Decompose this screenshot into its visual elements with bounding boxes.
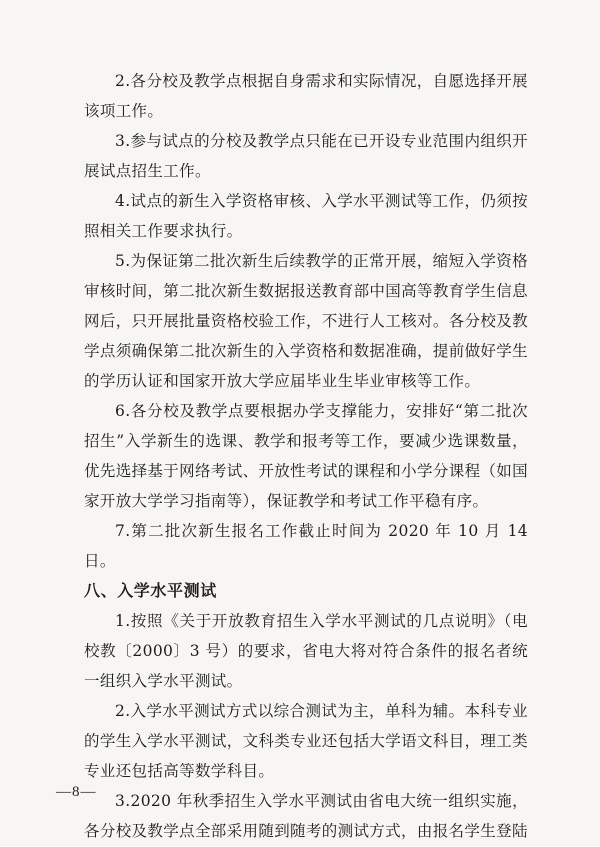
paragraph-item-4: 4.试点的新生入学资格审核、入学水平测试等工作，仍须按照相关工作要求执行。 xyxy=(84,192,528,240)
paragraph-item-2: 2.各分校及教学点根据自身需求和实际情况，自愿选择开展该项工作。 xyxy=(84,72,528,120)
page-number: —8— xyxy=(56,784,97,800)
test-paragraph-3: 3.2020 年秋季招生入学水平测试由省电大统一组织实施，各分校及教学点全部采用随到随考的测试方式，由报名学生登陆 xyxy=(84,792,528,840)
test-paragraph-1: 1.按照《关于开放教育招生入学水平测试的几点说明》（电校教〔2000〕3 号）的要求，省电大将对符合条件的报名者统一组织入学水平测试。 xyxy=(84,612,528,690)
section-heading-entrance-test: 八、入学水平测试 xyxy=(84,581,217,600)
paragraph-item-3: 3.参与试点的分校及教学点只能在已开设专业范围内组织开展试点招生工作。 xyxy=(84,132,528,180)
paragraph-item-6: 6.各分校及教学点要根据办学支撑能力，安排好“第二批次招生”入学新生的选课、教学和报考等工作，要减少选课数量，优先选择基于网络考试、开放性考试的课程和小学分课程（如国家开放大学学习指南等），保证教学和考试工作平稳有序。 xyxy=(84,402,528,510)
paragraph-item-7: 7.第二批次新生报名工作截止时间为 2020 年 10 月 14 日。 xyxy=(84,522,528,570)
test-paragraph-2: 2.入学水平测试方式以综合测试为主，单科为辅。本科专业的学生入学水平测试，文科类专业还包括大学语文科目，理工类专业还包括高等数学科目。 xyxy=(84,702,528,780)
document-body xyxy=(84,66,528,846)
paragraph-item-5: 5.为保证第二批次新生后续教学的正常开展，缩短入学资格审核时间，第二批次新生数据报送教育部中国高等教育学生信息网后，只开展批量资格校验工作，不进行人工核对。各分校及教学点须确保第二批次新生的入学资格和数据准确，提前做好学生的学历认证和国家开放大学应届毕业生毕业审核等工作。 xyxy=(84,252,528,390)
